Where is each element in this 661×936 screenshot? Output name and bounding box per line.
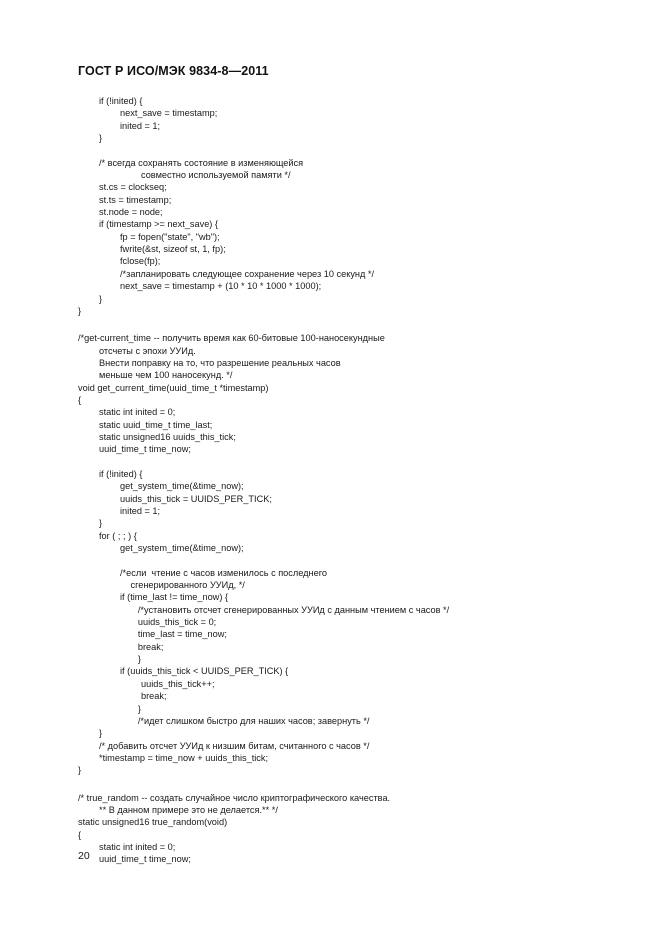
- code-line: if (!inited) {: [99, 468, 143, 479]
- code-line: Внести поправку на то, что разрешение реальных часов: [99, 357, 341, 368]
- code-line: static unsigned16 true_random(void): [78, 817, 228, 828]
- code-line: uuid_time_t time_now;: [99, 854, 191, 865]
- page-number: 20: [78, 850, 90, 862]
- code-line: st.cs = clockseq;: [99, 182, 167, 193]
- code-line: }: [137, 654, 141, 665]
- code-line: if (!inited) {: [99, 96, 143, 106]
- code-line: /*запланировать следующее сохранение через 10 секунд */: [120, 268, 375, 279]
- code-line: uuids_this_tick = UUIDS_PER_TICK;: [120, 493, 272, 504]
- block-gap: [78, 777, 638, 792]
- code-line: for ( ; ; ) {: [99, 530, 137, 541]
- code-line: uuids_this_tick = 0;: [137, 617, 217, 628]
- block-gap: [78, 317, 638, 332]
- code-line: uuids_this_tick++;: [141, 678, 215, 689]
- code-line: break;: [137, 641, 164, 652]
- code-line: сгенерированного УУИд, */: [130, 580, 245, 591]
- code-line: inited = 1;: [120, 120, 161, 131]
- code-block: [78, 95, 638, 317]
- code-line: /* true_random -- создать случайное число криптографического качества.: [78, 792, 391, 803]
- code-line: get_system_time(&time_now);: [120, 543, 244, 554]
- code-line: next_save = timestamp;: [120, 108, 218, 119]
- code-line: next_save = timestamp + (10 * 10 * 1000 * 1000);: [120, 281, 322, 292]
- code-line: static uuid_time_t time_last;: [99, 419, 213, 430]
- code-line: if (uuids_this_tick < UUIDS_PER_TICK) {: [120, 666, 289, 677]
- code-line: st.node = node;: [99, 207, 163, 218]
- code-line: [78, 144, 638, 156]
- code-line: }: [99, 518, 103, 529]
- code-line: [78, 456, 638, 468]
- code-line: if (timestamp >= next_save) {: [99, 219, 218, 230]
- code-line: static unsigned16 uuids_this_tick;: [99, 431, 236, 442]
- code-line: }: [78, 305, 82, 316]
- code-line: break;: [141, 691, 167, 702]
- code-line: static int inited = 0;: [99, 841, 176, 852]
- code-line: time_last = time_now;: [137, 629, 227, 640]
- code-line: /*get-current_time -- получить время как 60-битовые 100-наносекундные: [78, 333, 385, 344]
- code-line: get_system_time(&time_now);: [120, 481, 244, 492]
- code-line: меньше чем 100 наносекунд. */: [99, 370, 233, 381]
- code-listing: [78, 95, 638, 866]
- code-line: [78, 554, 638, 566]
- code-line: fp = fopen("state", "wb");: [120, 231, 220, 242]
- code-line: /*если чтение с часов изменилось с последнего: [120, 567, 327, 578]
- code-line: /* всегда сохранять состояние в изменяющейся: [99, 157, 304, 168]
- code-line: st.ts = timestamp;: [99, 194, 172, 205]
- code-line: {: [78, 394, 82, 405]
- document-header: ГОСТ Р ИСО/МЭК 9834-8—2011: [78, 64, 269, 78]
- code-line: }: [137, 703, 141, 714]
- code-line: отсчеты с эпохи УУИд.: [99, 345, 196, 356]
- code-line: static int inited = 0;: [99, 407, 176, 418]
- code-line: uuid_time_t time_now;: [99, 444, 191, 455]
- code-line: совместно используемой памяти */: [141, 170, 291, 181]
- code-line: }: [99, 133, 103, 144]
- code-line: if (time_last != time_now) {: [120, 592, 228, 603]
- code-block: [78, 332, 638, 776]
- code-line: {: [78, 829, 82, 840]
- code-line: /*установить отсчет сгенерированных УУИд с данным чтением с часов */: [137, 604, 450, 615]
- code-line: /* добавить отсчет УУИд к низшим битам, считанного с часов */: [99, 740, 370, 751]
- code-line: }: [78, 765, 82, 776]
- code-line: fwrite(&st, sizeof st, 1, fp);: [120, 244, 226, 255]
- code-line: void get_current_time(uuid_time_t *timestamp): [78, 382, 269, 393]
- code-line: }: [99, 293, 103, 304]
- code-line: ** В данном примере это не делается.** */: [99, 804, 278, 815]
- code-line: *timestamp = time_now + uuids_this_tick;: [99, 752, 269, 763]
- code-line: inited = 1;: [120, 506, 161, 516]
- code-line: /*идет слишком быстро для наших часов; завернуть */: [137, 715, 370, 726]
- code-block: [78, 792, 638, 866]
- code-line: }: [99, 728, 103, 739]
- code-line: fclose(fp);: [120, 256, 161, 267]
